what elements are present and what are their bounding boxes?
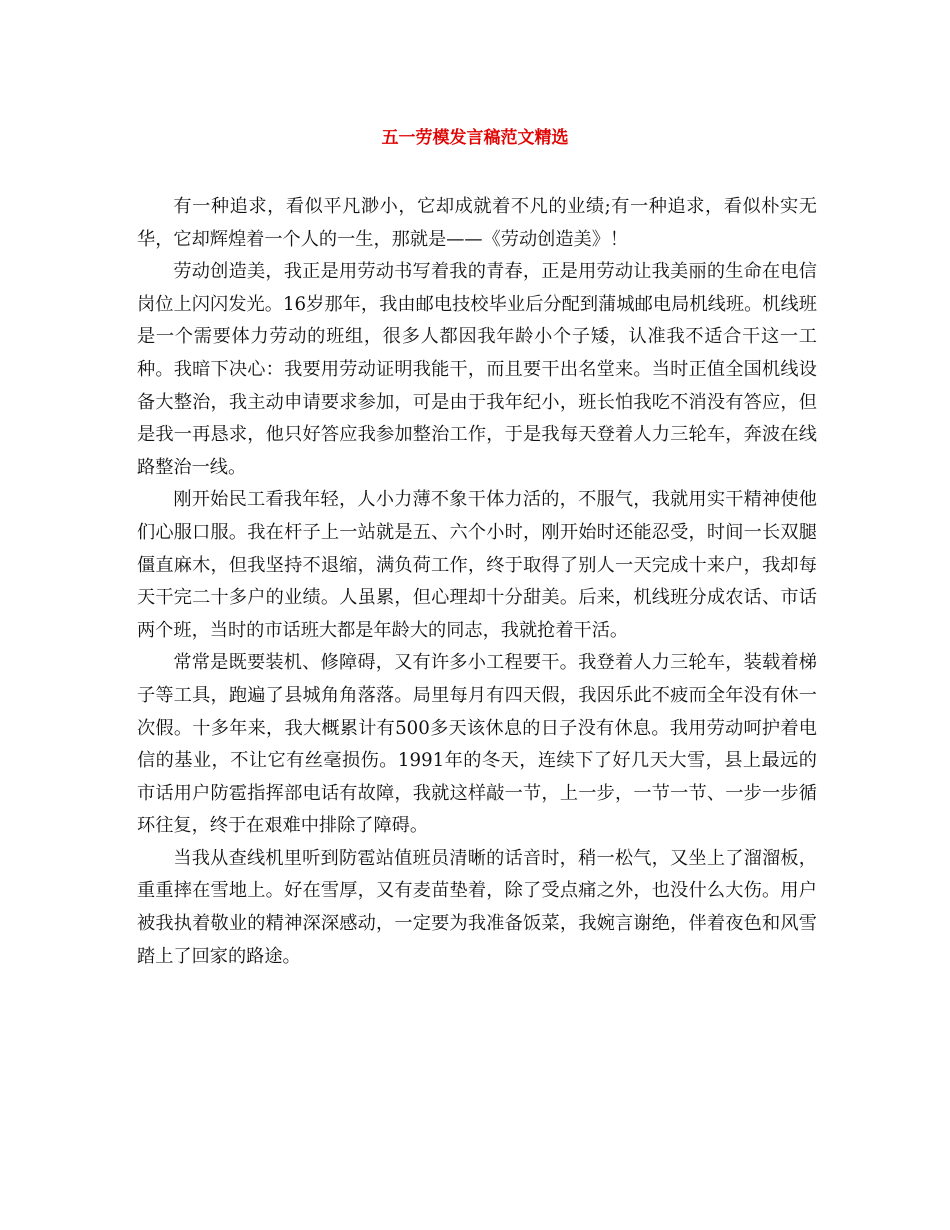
body-paragraph: 当我从查线机里听到防雹站值班员清晰的话音时，稍一松气，又坐上了溜溜板，重重摔在雪地上。好在雪厚，又有麦苗垫着，除了受点痛之外，也没什么大伤。用户被我执着敬业的精神深深感动，一定要为我准备饭菜，我婉言谢绝，伴着夜色和风雪踏上了回家的路途。 xyxy=(137,847,817,967)
body-paragraph: 刚开始民工看我年轻，人小力薄不象干体力活的，不服气，我就用实干精神使他们心服口服。我在杆子上一站就是五、六个小时，刚开始时还能忍受，时间一长双腿僵直麻木，但我坚持不退缩，满负荷工作，终于取得了别人一天完成十来户，我却每天干完二十多户的业绩。人虽累，但心理却十分甜美。后来，机线班分成农话、市话两个班，当时的市话班大都是年龄大的同志，我就抢着干活。 xyxy=(137,489,817,641)
body-paragraph: 常常是既要装机、修障碍，又有许多小工程要干。我登着人力三轮车，装载着梯子等工具，跑遍了县城角角落落。局里每月有四天假，我因乐此不疲而全年没有休一次假。十多年来，我大概累计有500多天该休息的日子没有休息。我用劳动呵护着电信的基业，不让它有丝毫损伤。1991年的冬天，连续下了好几天大雪，县上最远的市话用户防雹指挥部电话有故障，我就这样敲一节，上一步，一节一节、一步一步循环往复，终于在艰难中排除了障碍。 xyxy=(137,652,817,837)
document-title: 五一劳模发言稿范文精选 xyxy=(381,128,569,148)
body-paragraph: 劳动创造美，我正是用劳动书写着我的青春，正是用劳动让我美丽的生命在电信岗位上闪闪发光。16岁那年，我由邮电技校毕业后分配到蒲城邮电局机线班。机线班是一个需要体力劳动的班组，很多人都因我年龄小个子矮，认准我不适合干这一工种。我暗下决心：我要用劳动证明我能干，而且要干出名堂来。当时正值全国机线设备大整治，我主动申请要求参加，可是由于我年纪小，班长怕我吃不消没有答应，但是我一再恳求，他只好答应我参加整治工作，于是我每天登着人力三轮车，奔波在线路整治一线。 xyxy=(137,261,817,478)
document-body xyxy=(137,191,817,973)
body-paragraph: 有一种追求，看似平凡渺小，它却成就着不凡的业绩;有一种追求，看似朴实无华，它却辉煌着一个人的一生，那就是——《劳动创造美》！ xyxy=(137,196,817,250)
